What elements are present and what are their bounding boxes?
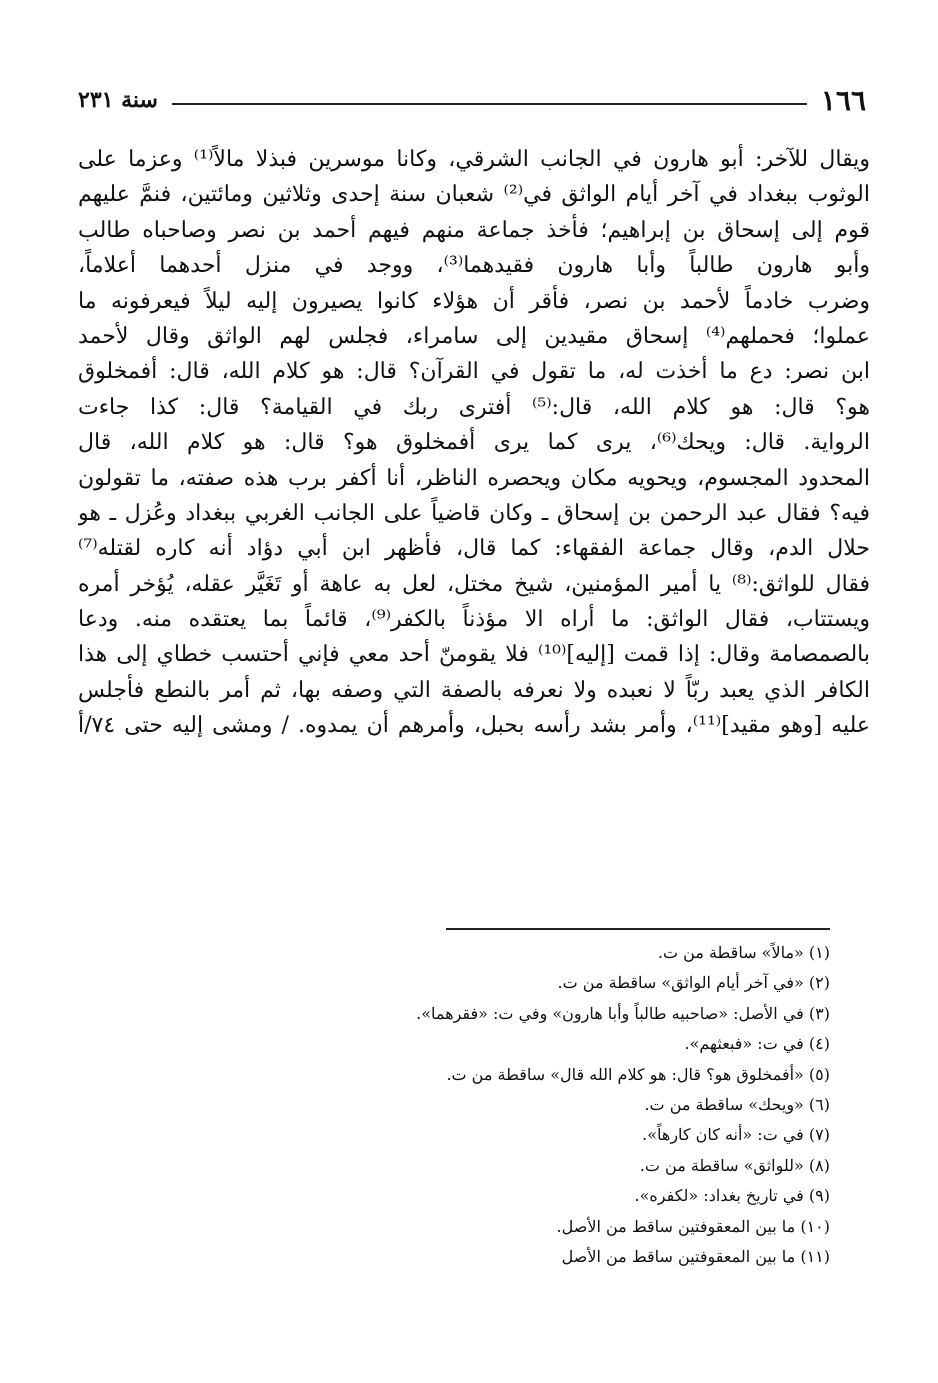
text-line: عليه [وهو مقيد]⁽¹¹⁾، وأمر بشد رأسه بحبل، وأمرهم أن يمدوه. / ومشى إليه حتى ٧٤/أ — [78, 713, 870, 739]
page-number: ١٦٦ — [820, 83, 866, 117]
footnote: (٣) في الأصل: «صاحبيه طالباً وأبا هارون» وفي ت: «فقرهما». — [416, 1003, 830, 1023]
footnote: (١١) ما بين المعقوفتين ساقط من الأصل — [561, 1246, 830, 1266]
text-line: ويقال للآخر: أبو هارون في الجانب الشرقي، وكانا موسرين فبذلا مالاً⁽¹⁾ وعزما على — [78, 147, 870, 172]
text-line: الوثوب ببغداد في آخر أيام الواثق في⁽²⁾ شعبان سنة إحدى وثلاثين ومائتين، فنمَّ عليهم — [78, 182, 870, 208]
footnote: (٥) «أفمخلوق هو؟ قال: هو كلام الله قال» ساقطة من ت. — [446, 1064, 830, 1084]
text-line: فقال للواثق:⁽⁸⁾ يا أمير المؤمنين، شيخ مختل، لعل به عاهة أو تَغَيَّر عقله، يُؤخر أمره — [78, 571, 870, 597]
text-line: بالصمصامة وقال: إذا قمت [إليه]⁽¹⁰⁾ فلا يقومنّ أحد معي فإني أحتسب خطاي إلى هذا — [78, 642, 870, 668]
footnote: (٦) «ويحك» ساقطة من ت. — [644, 1094, 830, 1114]
text-line: عملوا؛ فحملهم⁽⁴⁾ إسحاق مقيدين إلى سامراء، فجلس لهم الواثق وقال لأحمد — [78, 323, 870, 349]
text-line: فيه؟ فقال عبد الرحمن بن إسحاق ـ وكان قاضياً على الجانب الغربي ببغداد وعُزل ـ هو — [78, 500, 870, 526]
text-line: حلال الدم، وقال جماعة الفقهاء: كما قال، فأظهر ابن أبي دؤاد أنه كاره لقتله⁽⁷⁾ — [78, 536, 870, 562]
footnote: (٢) «في آخر أيام الواثق» ساقطة من ت. — [557, 973, 830, 993]
text-line: وضرب خادماً لأحمد بن نصر، فأقر أن هؤلاء كانوا يصيرون إليه ليلاً فيعرفونه ما — [78, 288, 870, 314]
footnote: (٨) «للواثق» ساقطة من ت. — [639, 1155, 830, 1175]
text-line: المحدود المجسوم، ويحويه مكان ويحصره الناظر، أنا أكفر برب هذه صفته، ما تقولون — [78, 465, 870, 491]
footnote: (١) «مالاً» ساقطة من ت. — [657, 943, 830, 962]
text-line: ابن نصر: دع ما أخذت له، ما تقول في القرآن؟ قال: هو كلام الله، قال: أفمخلوق — [78, 359, 870, 385]
text-line: ويستتاب، فقال الواثق: ما أراه الا مؤذناً بالكفر⁽⁹⁾، قائماً بما يعتقده منه. ودعا — [78, 607, 870, 633]
footnote-separator — [446, 928, 830, 930]
footnotes — [380, 938, 830, 1272]
year-label: سنة ٢٣١ — [78, 87, 158, 113]
main-text — [78, 142, 870, 744]
footnote: (٤) في ت: «فبعثهم». — [684, 1034, 830, 1054]
footnote: (١٠) ما بين المعقوفتين ساقط من الأصل. — [556, 1216, 830, 1236]
footnote: (٧) في ت: «أنه كان كارهاً». — [642, 1125, 830, 1145]
text-line: وأبو هارون طالباً وأبا هارون فقيدهما⁽³⁾، ووجد في منزل أحدهما أعلاماً، — [78, 253, 870, 279]
footnote: (٩) في تاريخ بغداد: «لكفره». — [634, 1186, 830, 1206]
text-line: الكافر الذي يعبد ربّاً لا نعبده ولا نعرفه بالصفة التي وصفه بها، ثم أمر بالنطع فأجلس — [78, 677, 870, 703]
text-line: هو؟ قال: هو كلام الله، قال:⁽⁵⁾ أفترى ربك في القيامة؟ قال: كذا جاءت — [78, 394, 870, 420]
text-line: الرواية. قال: ويحك⁽⁶⁾، يرى كما يرى أفمخلوق هو؟ قال: هو كلام الله، قال — [78, 430, 870, 456]
running-header — [78, 80, 866, 120]
header-rule — [172, 103, 807, 105]
text-line: قوم إلى إسحاق بن إبراهيم؛ فأخذ جماعة منهم فيهم أحمد بن نصر وصاحباه طالب — [78, 217, 870, 243]
